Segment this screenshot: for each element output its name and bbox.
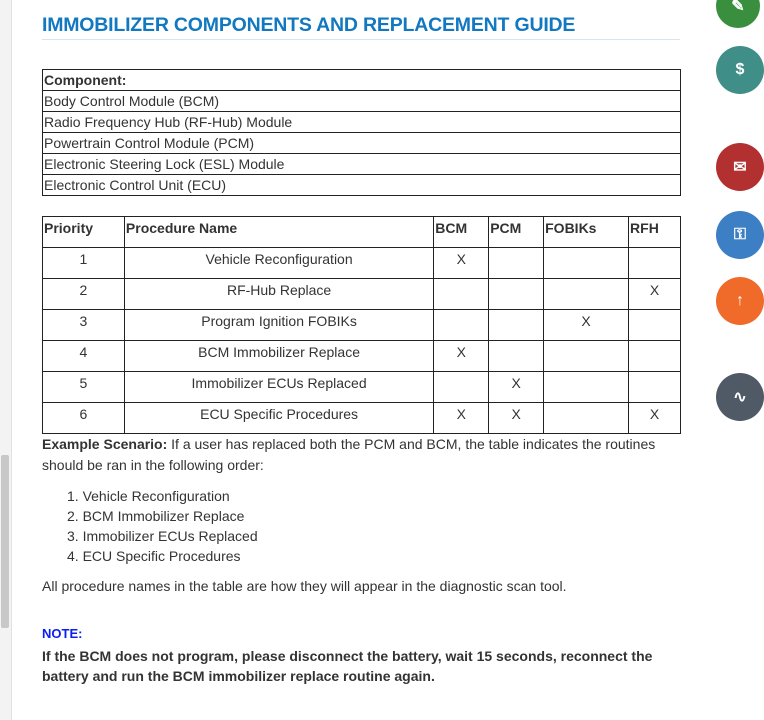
components-header: Component:	[43, 70, 681, 91]
fobiks-cell: X	[544, 310, 629, 341]
procedure-cell: Immobilizer ECUs Replaced	[124, 372, 433, 403]
component-item: Radio Frequency Hub (RF-Hub) Module	[43, 112, 681, 133]
component-item: Electronic Steering Lock (ESL) Module	[43, 154, 681, 175]
list-item: 1. Vehicle Reconfiguration	[67, 488, 230, 504]
wave-glyph: ∿	[733, 389, 747, 406]
header-priority: Priority	[43, 217, 125, 248]
scrollbar-thumb[interactable]	[1, 455, 9, 628]
procedure-cell: ECU Specific Procedures	[124, 403, 433, 434]
bcm-cell: X	[434, 248, 489, 279]
procedure-cell: Program Ignition FOBIKs	[124, 310, 433, 341]
table-row	[43, 372, 681, 403]
component-item: Electronic Control Unit (ECU)	[43, 175, 681, 196]
procedures-header-row	[43, 217, 681, 248]
table-row	[43, 248, 681, 279]
list-item: 3. Immobilizer ECUs Replaced	[67, 528, 258, 544]
header-procedure-name: Procedure Name	[124, 217, 433, 248]
table-row	[43, 341, 681, 372]
pcm-cell	[489, 341, 544, 372]
bcm-cell: X	[434, 403, 489, 434]
header-rfh: RFH	[629, 217, 681, 248]
list-item: 2. BCM Immobilizer Replace	[67, 508, 245, 524]
header-fobiks: FOBIKs	[544, 217, 629, 248]
scan-tool-note: All procedure names in the table are how they will appear in the diagnostic scan tool.	[42, 578, 567, 594]
list-item: 4. ECU Specific Procedures	[67, 548, 241, 564]
fobiks-cell	[544, 248, 629, 279]
edit-glyph: ✎	[731, 0, 745, 15]
rfh-cell: X	[629, 279, 681, 310]
title-divider	[42, 39, 680, 40]
header-pcm: PCM	[489, 217, 544, 248]
fobiks-cell	[544, 341, 629, 372]
scenario-text: If a user has replaced both the PCM and BCM, the table indicates the routines should be ran in the following order:	[42, 436, 656, 473]
pcm-cell: X	[489, 403, 544, 434]
priority-cell: 1	[43, 248, 125, 279]
pcm-cell	[489, 310, 544, 341]
steps-list	[67, 486, 258, 566]
component-item: Body Control Module (BCM)	[43, 91, 681, 112]
bcm-cell	[434, 279, 489, 310]
orange-action-icon[interactable]	[716, 277, 764, 325]
procedures-table	[42, 216, 681, 434]
table-row	[43, 279, 681, 310]
arrow-glyph: ↑	[736, 292, 744, 309]
fobiks-cell	[544, 279, 629, 310]
key-glyph: ⚿	[733, 226, 747, 243]
procedure-cell: RF-Hub Replace	[124, 279, 433, 310]
component-item: Powertrain Control Module (PCM)	[43, 133, 681, 154]
page-title: IMMOBILIZER COMPONENTS AND REPLACEMENT GUIDE	[42, 14, 576, 36]
green-action-icon[interactable]	[716, 0, 760, 28]
pcm-cell	[489, 248, 544, 279]
pcm-cell	[489, 279, 544, 310]
table-row	[43, 310, 681, 341]
dollar-glyph: $	[735, 61, 745, 78]
bcm-cell: X	[434, 341, 489, 372]
procedure-cell: BCM Immobilizer Replace	[124, 341, 433, 372]
priority-cell: 3	[43, 310, 125, 341]
rfh-cell	[629, 248, 681, 279]
priority-cell: 4	[43, 341, 125, 372]
note-body: If the BCM does not program, please disconnect the battery, wait 15 seconds, reconnect the battery and run the BCM immobilizer replace routine again.	[42, 648, 653, 684]
header-bcm: BCM	[434, 217, 489, 248]
rfh-cell	[629, 310, 681, 341]
components-table	[42, 69, 681, 196]
rfh-cell: X	[629, 403, 681, 434]
procedure-cell: Vehicle Reconfiguration	[124, 248, 433, 279]
priority-cell: 5	[43, 372, 125, 403]
rfh-cell	[629, 341, 681, 372]
note-label: NOTE:	[42, 626, 83, 641]
bcm-cell	[434, 310, 489, 341]
rfh-cell	[629, 372, 681, 403]
left-scroll-track[interactable]	[0, 0, 12, 720]
mail-glyph: ✉	[733, 159, 747, 176]
red-action-icon[interactable]	[716, 143, 764, 191]
teal-action-icon[interactable]	[716, 46, 764, 94]
bcm-cell	[434, 372, 489, 403]
slate-action-icon[interactable]	[716, 373, 764, 421]
table-row	[43, 403, 681, 434]
scenario-label: Example Scenario:	[42, 436, 168, 452]
blue-action-icon[interactable]	[716, 211, 764, 259]
example-scenario	[42, 434, 672, 476]
priority-cell: 6	[43, 403, 125, 434]
fobiks-cell	[544, 372, 629, 403]
pcm-cell: X	[489, 372, 544, 403]
fobiks-cell	[544, 403, 629, 434]
priority-cell: 2	[43, 279, 125, 310]
